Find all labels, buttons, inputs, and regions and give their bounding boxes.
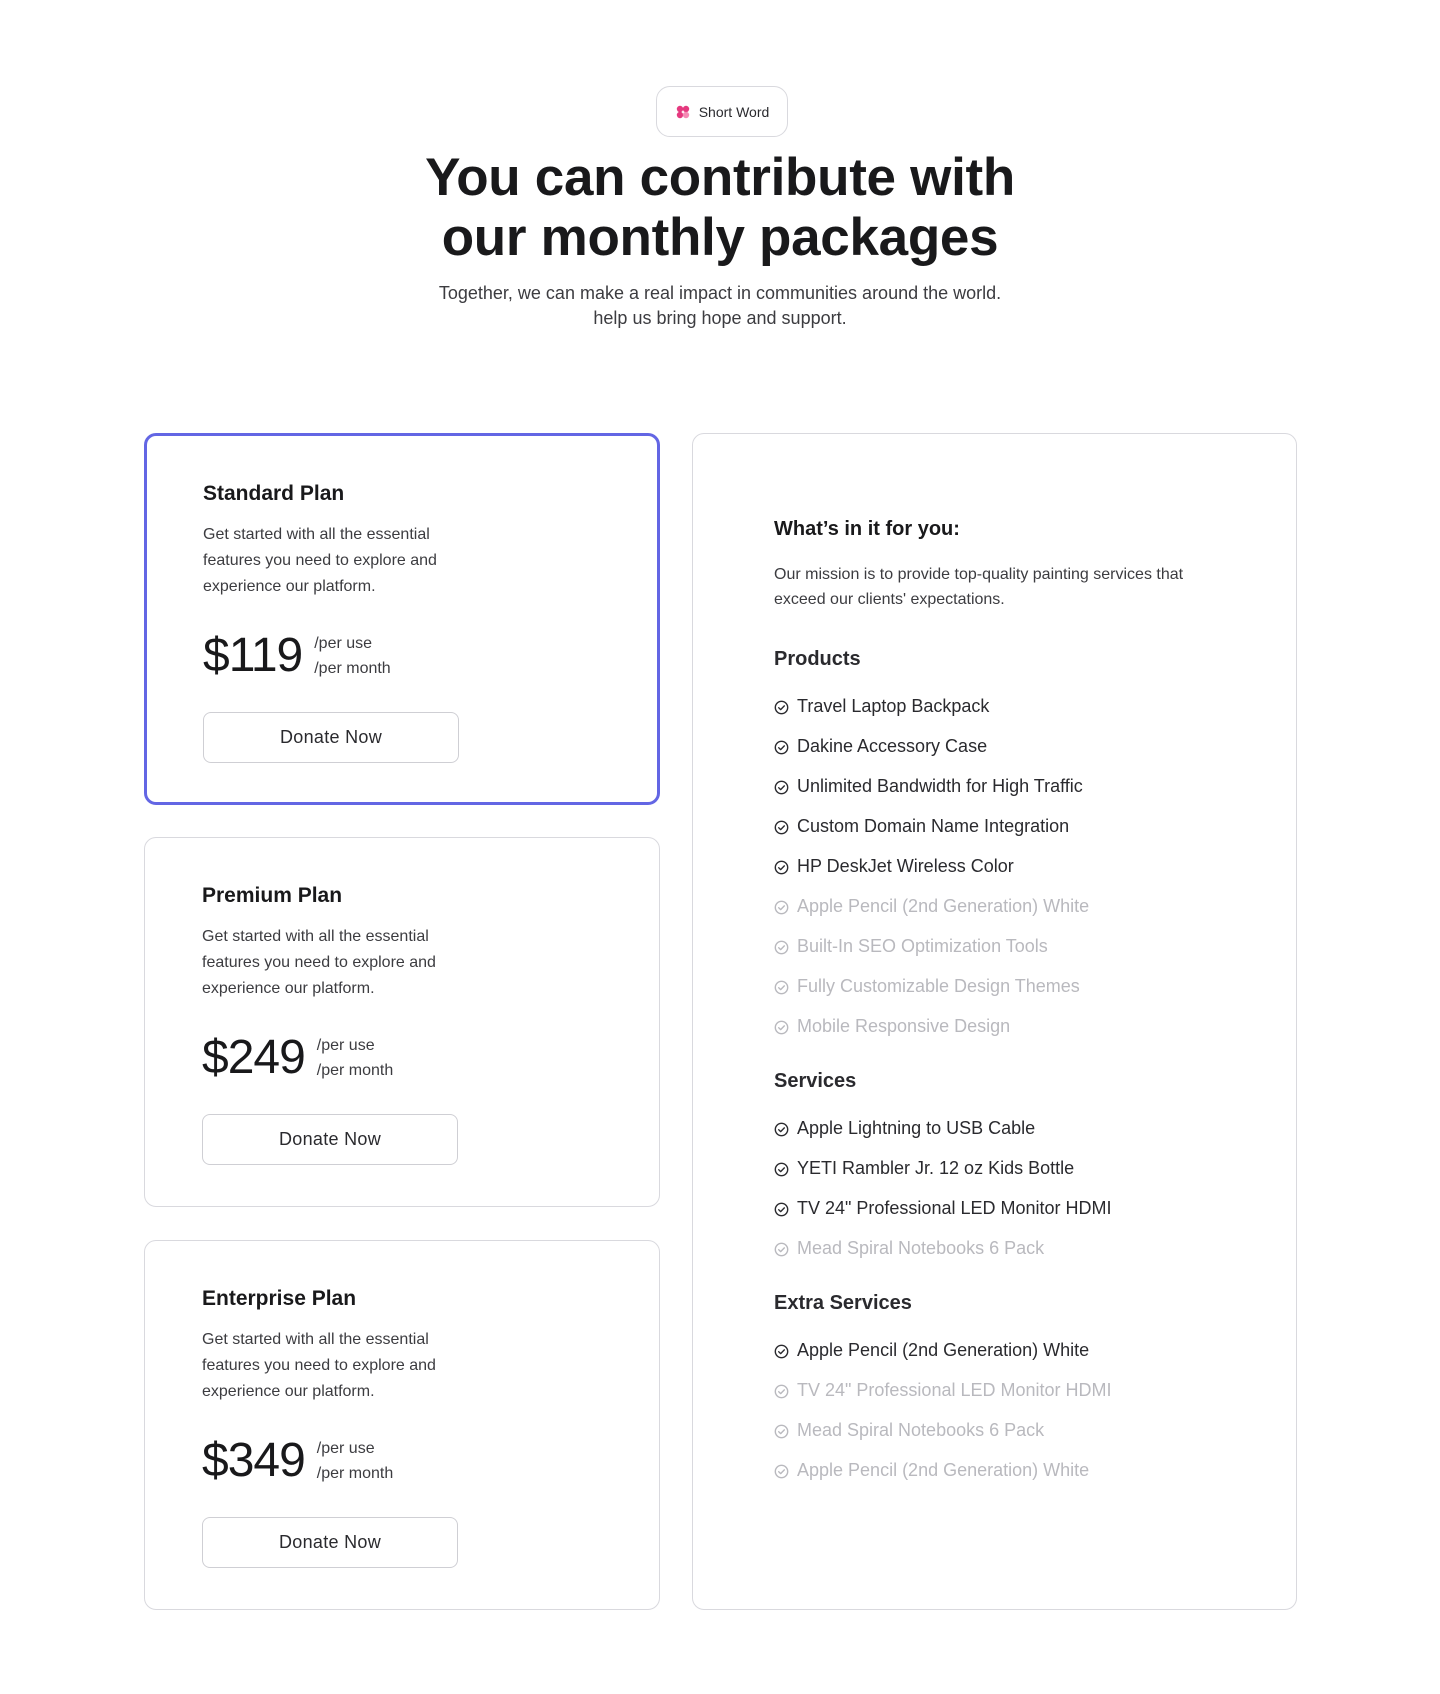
price-row (202, 1433, 393, 1489)
feature-item (774, 686, 1244, 726)
page-title-line-2: our monthly packages (441, 208, 999, 267)
check-circle-icon (774, 739, 789, 754)
page-title (320, 148, 1120, 268)
page-subtitle: Together, we can make a real impact in communities around the world. help us bring hope and support. (438, 283, 1002, 328)
check-circle-icon (774, 1423, 789, 1438)
feature-item (774, 1330, 1244, 1370)
feature-item (774, 1108, 1244, 1148)
plan-price: $119 (203, 629, 303, 682)
check-circle-icon (774, 1121, 789, 1136)
feature-label: Apple Lightning to USB Cable (797, 1117, 1036, 1138)
per-month-label: /per month (316, 1062, 394, 1079)
badge-label: Short Word (698, 103, 770, 120)
check-circle-icon (774, 939, 789, 954)
check-circle-icon (774, 699, 789, 714)
price-row (202, 1030, 393, 1086)
feature-item (774, 1006, 1244, 1046)
per-use-label: /per use (316, 1440, 375, 1457)
section-title: Products (774, 648, 861, 670)
feature-item (774, 766, 1244, 806)
check-circle-icon (774, 899, 789, 914)
feature-label: Apple Pencil (2nd Generation) White (797, 1459, 1090, 1480)
section-title: Services (774, 1070, 857, 1092)
plan-name: Premium Plan (202, 884, 343, 907)
plan-name: Enterprise Plan (202, 1287, 357, 1310)
benefits-description: Our mission is to provide top-quality painting services that exceed our clients' expectations. (774, 566, 1184, 608)
feature-label: Mead Spiral Notebooks 6 Pack (797, 1419, 1045, 1440)
plan-description: Get started with all the essential features you need to explore and experience our platform. (203, 526, 437, 595)
feature-label: Mead Spiral Notebooks 6 Pack (797, 1237, 1045, 1258)
feature-item (774, 1370, 1244, 1410)
feature-label: Apple Pencil (2nd Generation) White (797, 1339, 1090, 1360)
price-row (203, 628, 391, 684)
donate-button[interactable]: Donate Now (202, 1517, 458, 1568)
plan-name: Standard Plan (203, 482, 345, 505)
benefits-panel (692, 433, 1297, 1610)
check-circle-icon (774, 1463, 789, 1478)
plan-description: Get started with all the essential features you need to explore and experience our platform. (202, 928, 436, 997)
feature-label: Built-In SEO Optimization Tools (797, 935, 1048, 956)
check-circle-icon (774, 1241, 789, 1256)
check-circle-icon (774, 1343, 789, 1358)
feature-label: Fully Customizable Design Themes (797, 975, 1080, 996)
feature-label: TV 24" Professional LED Monitor HDMI (797, 1197, 1112, 1218)
feature-label: Mobile Responsive Design (797, 1015, 1011, 1036)
check-circle-icon (774, 1019, 789, 1034)
benefits-sections (774, 646, 1244, 1490)
feature-label: TV 24" Professional LED Monitor HDMI (797, 1379, 1112, 1400)
feature-item (774, 1148, 1244, 1188)
check-circle-icon (774, 779, 789, 794)
feature-item (774, 1188, 1244, 1228)
feature-item (774, 966, 1244, 1006)
price-period (317, 1033, 393, 1083)
feature-label: Unlimited Bandwidth for High Traffic (797, 775, 1083, 796)
price-period (317, 1436, 393, 1486)
feature-item (774, 846, 1244, 886)
feature-item (774, 1410, 1244, 1450)
plan-price: $249 (202, 1031, 305, 1084)
check-circle-icon (774, 1201, 789, 1216)
per-use-label: /per use (314, 635, 373, 652)
feature-section-extra-services (774, 1290, 1244, 1490)
feature-item (774, 726, 1244, 766)
per-month-label: /per month (314, 660, 391, 677)
benefits-title: What’s in it for you: (774, 518, 960, 540)
feature-label: HP DeskJet Wireless Color (797, 855, 1014, 876)
feature-label: Apple Pencil (2nd Generation) White (797, 895, 1090, 916)
check-circle-icon (774, 1383, 789, 1398)
feature-label: Custom Domain Name Integration (797, 815, 1070, 836)
feature-item (774, 926, 1244, 966)
plan-description: Get started with all the essential features you need to explore and experience our platform. (202, 1331, 436, 1400)
flower-icon (675, 104, 691, 120)
plan-price: $349 (202, 1434, 305, 1487)
category-badge (656, 86, 788, 137)
plan-card-enterprise[interactable] (144, 1240, 660, 1610)
feature-item (774, 1228, 1244, 1268)
feature-label: YETI Rambler Jr. 12 oz Kids Bottle (797, 1157, 1075, 1178)
check-circle-icon (774, 1161, 789, 1176)
feature-section-services (774, 1068, 1244, 1268)
plan-card-standard[interactable] (144, 433, 660, 805)
feature-item (774, 1450, 1244, 1490)
price-period (314, 631, 390, 681)
section-title: Extra Services (774, 1292, 912, 1314)
feature-label: Dakine Accessory Case (797, 735, 988, 756)
per-use-label: /per use (316, 1037, 375, 1054)
donate-button[interactable]: Donate Now (203, 712, 459, 763)
check-circle-icon (774, 819, 789, 834)
donate-button[interactable]: Donate Now (202, 1114, 458, 1165)
check-circle-icon (774, 859, 789, 874)
feature-label: Travel Laptop Backpack (797, 695, 990, 716)
page-title-line-1: You can contribute with (425, 148, 1015, 207)
plan-card-premium[interactable] (144, 837, 660, 1207)
feature-section-products (774, 646, 1244, 1046)
check-circle-icon (774, 979, 789, 994)
per-month-label: /per month (316, 1465, 394, 1482)
feature-item (774, 886, 1244, 926)
feature-item (774, 806, 1244, 846)
